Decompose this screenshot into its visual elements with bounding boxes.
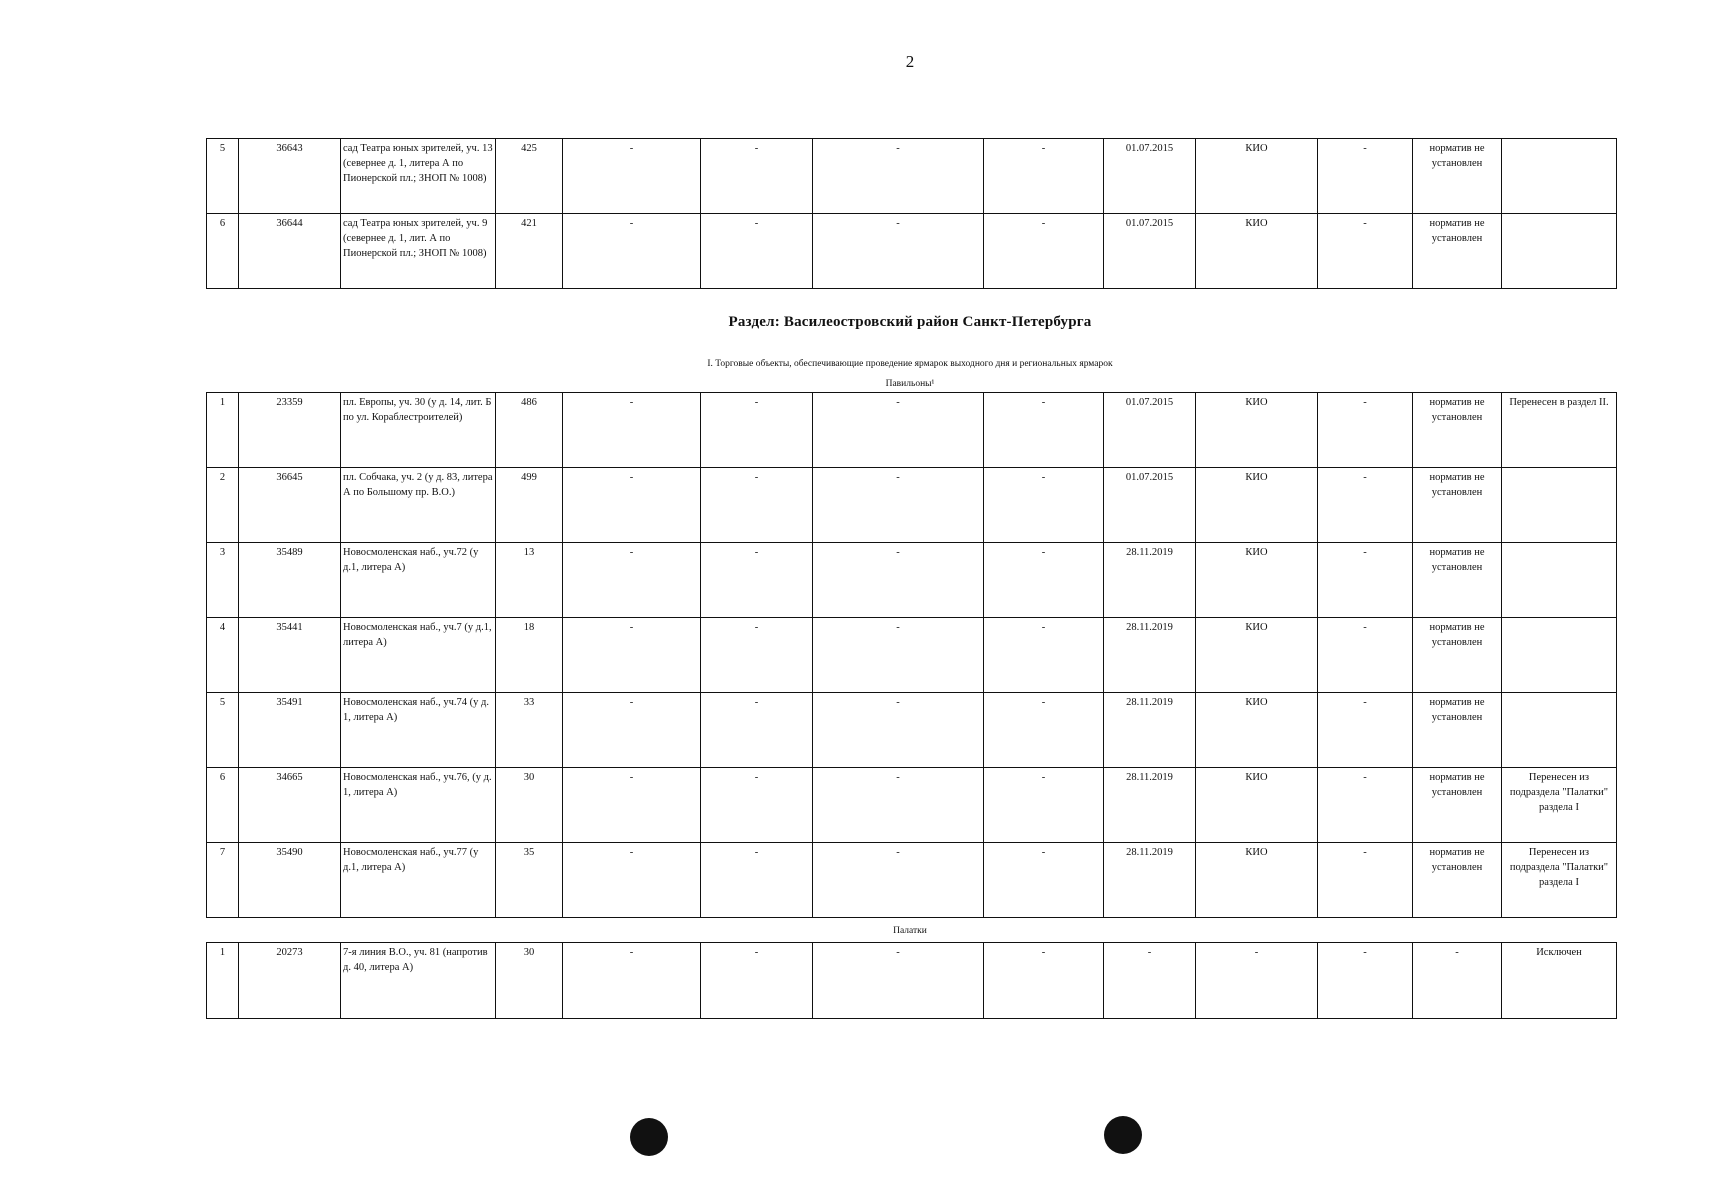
cell-col6: -	[701, 468, 813, 543]
cell-org: КИО	[1196, 214, 1318, 289]
cell-col11: -	[1318, 214, 1413, 289]
cell-col11: -	[1318, 543, 1413, 618]
cell-date: 01.07.2015	[1104, 393, 1196, 468]
cell-number: 6	[207, 214, 239, 289]
cell-area: 499	[496, 468, 563, 543]
table-continued	[206, 138, 1617, 289]
cell-org: КИО	[1196, 393, 1318, 468]
cell-col7: -	[813, 214, 984, 289]
cell-col5: -	[563, 393, 701, 468]
cell-date: 28.11.2019	[1104, 768, 1196, 843]
cell-col11: -	[1318, 393, 1413, 468]
table-row	[207, 843, 1617, 918]
cell-norm: норматив не установлен	[1413, 543, 1502, 618]
table-pavilions	[206, 392, 1617, 918]
cell-norm: норматив не установлен	[1413, 139, 1502, 214]
cell-number: 3	[207, 543, 239, 618]
cell-number: 1	[207, 393, 239, 468]
cell-norm: норматив не установлен	[1413, 843, 1502, 918]
cell-col7: -	[813, 393, 984, 468]
cell-col11: -	[1318, 139, 1413, 214]
cell-note	[1502, 468, 1617, 543]
cell-norm: норматив не установлен	[1413, 393, 1502, 468]
cell-col5: -	[563, 618, 701, 693]
cell-code: 36644	[239, 214, 341, 289]
table-row	[207, 393, 1617, 468]
cell-col11: -	[1318, 468, 1413, 543]
cell-col6: -	[701, 618, 813, 693]
cell-col5: -	[563, 943, 701, 1019]
cell-number: 2	[207, 468, 239, 543]
tents-label: Палатки	[893, 926, 927, 936]
cell-note	[1502, 139, 1617, 214]
cell-org: КИО	[1196, 139, 1318, 214]
cell-col11: -	[1318, 693, 1413, 768]
cell-col6: -	[701, 214, 813, 289]
cell-col5: -	[563, 214, 701, 289]
cell-address: пл. Европы, уч. 30 (у д. 14, лит. Б по ул. Кораблестроителей)	[341, 393, 496, 468]
cell-col11: -	[1318, 843, 1413, 918]
cell-number: 5	[207, 139, 239, 214]
section-title: Раздел: Василеостровский район Санкт-Петербурга	[728, 314, 1092, 330]
cell-col8: -	[984, 768, 1104, 843]
cell-code: 35490	[239, 843, 341, 918]
cell-note	[1502, 693, 1617, 768]
cell-code: 36643	[239, 139, 341, 214]
cell-note: Перенесен в раздел II.	[1502, 393, 1617, 468]
cell-col8: -	[984, 843, 1104, 918]
cell-col8: -	[984, 468, 1104, 543]
cell-note	[1502, 618, 1617, 693]
cell-address: сад Театра юных зрителей, уч. 9 (севернее д. 1, лит. А по Пионерской пл.; ЗНОП № 1008)	[341, 214, 496, 289]
cell-code: 35491	[239, 693, 341, 768]
cell-code: 20273	[239, 943, 341, 1019]
table-row	[207, 139, 1617, 214]
cell-col8: -	[984, 943, 1104, 1019]
cell-org: КИО	[1196, 543, 1318, 618]
seal-mark-left	[630, 1118, 668, 1156]
cell-area: 425	[496, 139, 563, 214]
cell-area: 18	[496, 618, 563, 693]
cell-number: 1	[207, 943, 239, 1019]
cell-area: 35	[496, 843, 563, 918]
cell-org: -	[1196, 943, 1318, 1019]
cell-col7: -	[813, 543, 984, 618]
cell-col7: -	[813, 139, 984, 214]
cell-col8: -	[984, 393, 1104, 468]
cell-col7: -	[813, 693, 984, 768]
cell-col6: -	[701, 543, 813, 618]
table-row	[207, 693, 1617, 768]
cell-note: Перенесен из подраздела "Палатки" раздела I	[1502, 843, 1617, 918]
cell-date: 01.07.2015	[1104, 139, 1196, 214]
cell-norm: норматив не установлен	[1413, 468, 1502, 543]
cell-code: 34665	[239, 768, 341, 843]
cell-col6: -	[701, 768, 813, 843]
cell-number: 4	[207, 618, 239, 693]
cell-address: 7-я линия В.О., уч. 81 (напротив д. 40, литера А)	[341, 943, 496, 1019]
cell-col5: -	[563, 468, 701, 543]
cell-col7: -	[813, 618, 984, 693]
cell-address: Новосмоленская наб., уч.76, (у д. 1, литера А)	[341, 768, 496, 843]
cell-col5: -	[563, 139, 701, 214]
cell-address: Новосмоленская наб., уч.7 (у д.1, литера А)	[341, 618, 496, 693]
cell-col11: -	[1318, 943, 1413, 1019]
cell-norm: норматив не установлен	[1413, 768, 1502, 843]
subsection-title: I. Торговые объекты, обеспечивающие проведение ярмарок выходного дня и региональных ярмарок	[707, 359, 1113, 369]
cell-col5: -	[563, 693, 701, 768]
cell-col7: -	[813, 843, 984, 918]
cell-col6: -	[701, 943, 813, 1019]
cell-col5: -	[563, 843, 701, 918]
cell-date: 01.07.2015	[1104, 214, 1196, 289]
cell-col11: -	[1318, 768, 1413, 843]
cell-address: пл. Собчака, уч. 2 (у д. 83, литера А по Большому пр. В.О.)	[341, 468, 496, 543]
cell-org: КИО	[1196, 468, 1318, 543]
cell-date: 28.11.2019	[1104, 843, 1196, 918]
cell-org: КИО	[1196, 618, 1318, 693]
cell-area: 486	[496, 393, 563, 468]
page-number: 2	[905, 52, 915, 71]
cell-date: 01.07.2015	[1104, 468, 1196, 543]
cell-col7: -	[813, 943, 984, 1019]
cell-address: Новосмоленская наб., уч.72 (у д.1, литера А)	[341, 543, 496, 618]
cell-area: 13	[496, 543, 563, 618]
cell-col8: -	[984, 214, 1104, 289]
table-row	[207, 768, 1617, 843]
cell-date: 28.11.2019	[1104, 618, 1196, 693]
cell-date: -	[1104, 943, 1196, 1019]
cell-col8: -	[984, 693, 1104, 768]
cell-address: Новосмоленская наб., уч.77 (у д.1, литера А)	[341, 843, 496, 918]
seal-mark-right	[1104, 1116, 1142, 1154]
cell-date: 28.11.2019	[1104, 693, 1196, 768]
cell-note	[1502, 543, 1617, 618]
cell-col5: -	[563, 768, 701, 843]
cell-number: 6	[207, 768, 239, 843]
cell-norm: -	[1413, 943, 1502, 1019]
cell-org: КИО	[1196, 768, 1318, 843]
cell-col6: -	[701, 139, 813, 214]
cell-org: КИО	[1196, 693, 1318, 768]
table-row	[207, 543, 1617, 618]
table-tents	[206, 942, 1617, 1019]
cell-col7: -	[813, 768, 984, 843]
cell-area: 421	[496, 214, 563, 289]
cell-norm: норматив не установлен	[1413, 618, 1502, 693]
cell-code: 35441	[239, 618, 341, 693]
cell-col8: -	[984, 543, 1104, 618]
cell-code: 36645	[239, 468, 341, 543]
cell-norm: норматив не установлен	[1413, 693, 1502, 768]
table-row	[207, 214, 1617, 289]
cell-col6: -	[701, 393, 813, 468]
pavilions-label: Павильоны¹	[885, 379, 935, 389]
cell-col8: -	[984, 139, 1104, 214]
cell-number: 5	[207, 693, 239, 768]
cell-area: 33	[496, 693, 563, 768]
cell-col5: -	[563, 543, 701, 618]
cell-col6: -	[701, 843, 813, 918]
cell-code: 35489	[239, 543, 341, 618]
cell-area: 30	[496, 943, 563, 1019]
cell-norm: норматив не установлен	[1413, 214, 1502, 289]
cell-address: Новосмоленская наб., уч.74 (у д. 1, литера А)	[341, 693, 496, 768]
table-row	[207, 943, 1617, 1019]
cell-note: Перенесен из подраздела "Палатки" раздела I	[1502, 768, 1617, 843]
cell-col6: -	[701, 693, 813, 768]
cell-area: 30	[496, 768, 563, 843]
cell-number: 7	[207, 843, 239, 918]
cell-col7: -	[813, 468, 984, 543]
table-row	[207, 468, 1617, 543]
cell-note	[1502, 214, 1617, 289]
cell-col8: -	[984, 618, 1104, 693]
table-row	[207, 618, 1617, 693]
cell-code: 23359	[239, 393, 341, 468]
cell-org: КИО	[1196, 843, 1318, 918]
cell-col11: -	[1318, 618, 1413, 693]
cell-note: Исключен	[1502, 943, 1617, 1019]
cell-date: 28.11.2019	[1104, 543, 1196, 618]
cell-address: сад Театра юных зрителей, уч. 13 (севернее д. 1, литера А по Пионерской пл.; ЗНОП № 1008)	[341, 139, 496, 214]
